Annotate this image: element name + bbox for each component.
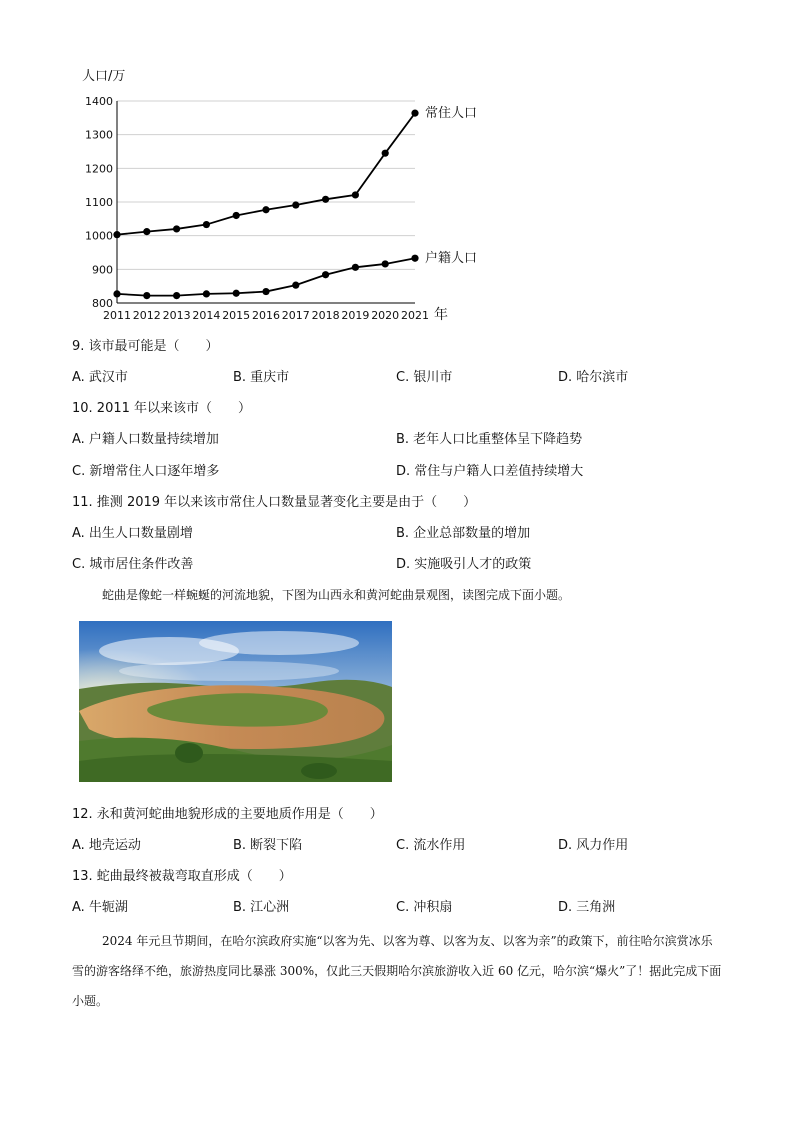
- question-9-option-d[interactable]: D. 哈尔滨市: [558, 370, 629, 385]
- x-tick-label: 2016: [252, 309, 280, 322]
- x-tick-label: 2021: [401, 309, 429, 322]
- question-13-option-d[interactable]: D. 三角洲: [558, 900, 616, 915]
- data-point: [382, 150, 389, 157]
- question-9-option-c[interactable]: C. 银川市: [396, 370, 453, 385]
- x-tick-label: 2013: [162, 309, 191, 322]
- x-tick-label: 2012: [132, 309, 161, 322]
- question-10-option-a[interactable]: A. 户籍人口数量持续增加: [72, 432, 219, 447]
- chart-grid: [117, 101, 415, 269]
- data-point: [292, 201, 299, 208]
- question-11-option-b[interactable]: B. 企业总部数量的增加: [396, 526, 531, 541]
- x-tick-label: 2018: [311, 309, 340, 322]
- data-point: [173, 225, 180, 232]
- series-label: 常住人口: [425, 106, 478, 122]
- x-tick-label: 2015: [222, 309, 251, 322]
- y-tick-label: 1300: [85, 128, 113, 142]
- data-point: [203, 221, 210, 228]
- question-10-option-b[interactable]: B. 老年人口比重整体呈下降趋势: [396, 432, 583, 447]
- x-tick-label: 2011: [103, 309, 131, 322]
- data-point: [411, 110, 418, 117]
- data-point: [203, 290, 210, 297]
- y-tick-label: 1100: [85, 196, 113, 209]
- y-tick-label: 900: [92, 263, 113, 277]
- y-tick-label: 1000: [85, 229, 113, 243]
- question-12-stem: 12. 永和黄河蛇曲地貌形成的主要地质作用是（ ）: [72, 807, 383, 822]
- data-point: [143, 228, 150, 235]
- meander-intro: 蛇曲是像蛇一样蜿蜒的河流地貌，下图为山西永和黄河蛇曲景观图，读图完成下面小题。: [102, 588, 571, 602]
- data-point: [292, 282, 299, 289]
- question-13-option-a[interactable]: A. 牛轭湖: [72, 900, 128, 915]
- data-point: [113, 290, 120, 297]
- x-tick-labels: [103, 309, 429, 322]
- data-point: [143, 292, 150, 299]
- question-11-option-c[interactable]: C. 城市居住条件改善: [72, 557, 194, 572]
- question-12-option-c[interactable]: C. 流水作用: [396, 838, 466, 853]
- x-tick-label: 2017: [281, 309, 310, 322]
- question-11-option-a[interactable]: A. 出生人口数量剧增: [72, 526, 193, 541]
- series-label: 户籍人口: [425, 251, 478, 267]
- data-point: [233, 212, 240, 219]
- y-tick-label: 1400: [85, 95, 113, 108]
- question-12-option-d[interactable]: D. 风力作用: [558, 838, 629, 853]
- harbin-tourism-paragraph: 2024 年元旦节期间，在哈尔滨政府实施“以客为先、以客为尊、以客为友、以客为亲”的政策下，前往哈尔滨赏冰乐雪的游客络绎不绝，旅游热度同比暴涨 300%，仅此三天假期哈尔滨旅游收入近 60 亿元，哈尔滨“爆火”了！据此完成下面小题。: [72, 934, 722, 1008]
- population-line-chart: [60, 56, 478, 326]
- x-tick-label: 2019: [341, 309, 370, 322]
- question-9-stem: 9. 该市最可能是（ ）: [72, 339, 219, 354]
- data-point: [382, 260, 389, 267]
- data-point: [113, 231, 120, 238]
- y-tick-labels: [85, 95, 113, 310]
- question-9-option-b[interactable]: B. 重庆市: [233, 370, 290, 385]
- series-line-0: [117, 113, 415, 235]
- y-tick-label: 1200: [85, 162, 113, 176]
- data-point: [262, 288, 269, 295]
- x-axis-label: 年: [434, 307, 448, 323]
- question-13-stem: 13. 蛇曲最终被裁弯取直形成（ ）: [72, 869, 292, 884]
- question-11-option-d[interactable]: D. 实施吸引人才的政策: [396, 557, 532, 572]
- question-12-option-a[interactable]: A. 地壳运动: [72, 838, 141, 853]
- yellow-river-meander-photo: [79, 621, 392, 782]
- x-tick-label: 2020: [371, 309, 400, 322]
- question-13-option-b[interactable]: B. 江心洲: [233, 900, 290, 915]
- question-10-stem: 10. 2011 年以来该市（ ）: [72, 401, 252, 416]
- data-point: [352, 264, 359, 271]
- question-10-option-c[interactable]: C. 新增常住人口逐年增多: [72, 464, 220, 479]
- data-point: [233, 290, 240, 297]
- question-13-option-c[interactable]: C. 冲积扇: [396, 900, 453, 915]
- data-point: [411, 255, 418, 262]
- data-point: [352, 191, 359, 198]
- data-point: [173, 292, 180, 299]
- y-axis-label: 人口/万: [82, 69, 126, 84]
- x-tick-label: 2014: [192, 309, 221, 322]
- data-point: [262, 206, 269, 213]
- question-11-stem: 11. 推测 2019 年以来该市常住人口数量显著变化主要是由于（ ）: [72, 495, 477, 510]
- question-10-option-d[interactable]: D. 常住与户籍人口差值持续增大: [396, 464, 584, 479]
- question-9-option-a[interactable]: A. 武汉市: [72, 370, 128, 385]
- question-12-option-b[interactable]: B. 断裂下陷: [233, 838, 303, 853]
- data-point: [322, 271, 329, 278]
- y-tick-label: 800: [92, 297, 113, 310]
- data-point: [322, 196, 329, 203]
